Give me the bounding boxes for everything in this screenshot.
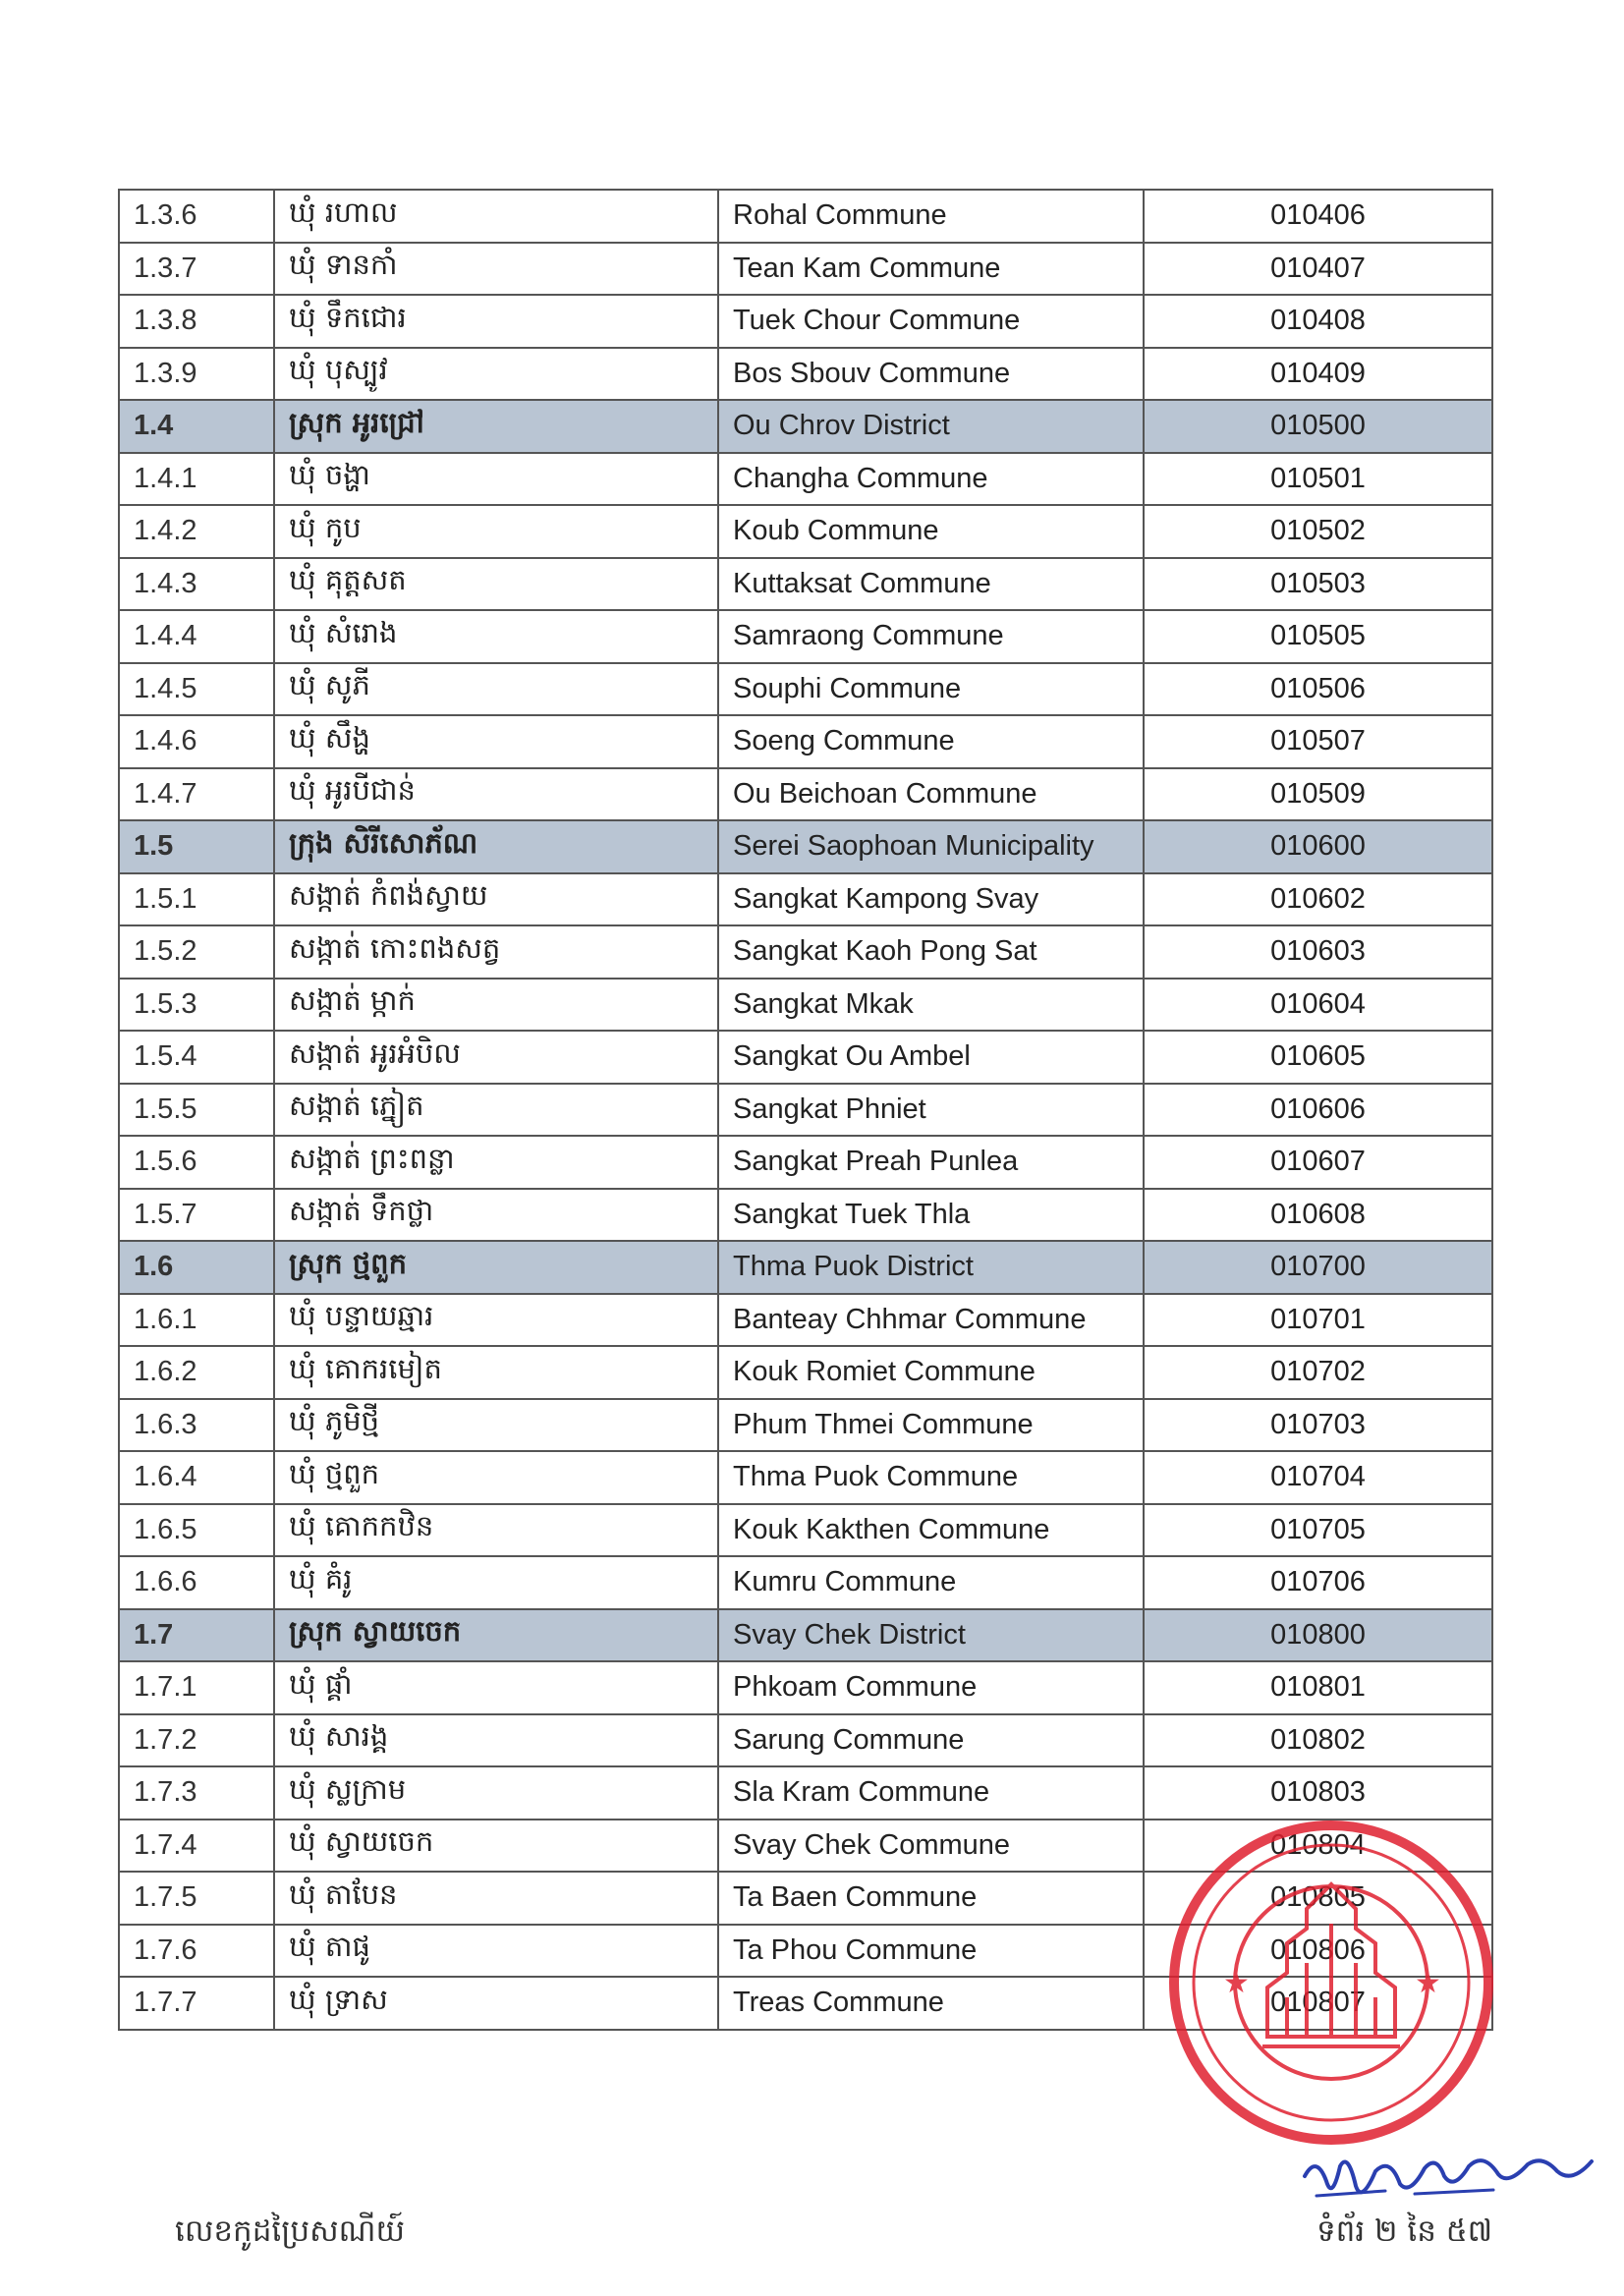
postal-code: 010607 <box>1144 1136 1492 1189</box>
english-name: Svay Chek Commune <box>718 1820 1144 1873</box>
postal-code: 010407 <box>1144 243 1492 296</box>
table-body <box>119 190 1492 2030</box>
khmer-name: ឃុំ ថ្មពួក <box>274 1451 718 1504</box>
table-row <box>119 505 1492 558</box>
khmer-name: ឃុំ បុស្បូវ <box>274 348 718 401</box>
table-row <box>119 1399 1492 1452</box>
table-row <box>119 873 1492 926</box>
table-row <box>119 610 1492 663</box>
table-row <box>119 243 1492 296</box>
table-row <box>119 768 1492 821</box>
row-number: 1.6.4 <box>119 1451 274 1504</box>
english-name: Sangkat Ou Ambel <box>718 1031 1144 1084</box>
postal-code: 010801 <box>1144 1661 1492 1714</box>
english-name: Serei Saophoan Municipality <box>718 820 1144 873</box>
row-number: 1.4.4 <box>119 610 274 663</box>
row-number: 1.5 <box>119 820 274 873</box>
khmer-name: ឃុំ ទ្រាស <box>274 1977 718 2030</box>
row-number: 1.5.3 <box>119 979 274 1032</box>
table-row <box>119 1084 1492 1137</box>
table-row <box>119 1504 1492 1557</box>
row-number: 1.7.6 <box>119 1925 274 1978</box>
khmer-name: ឃុំ ទឹកជោរ <box>274 295 718 348</box>
table-row <box>119 1766 1492 1820</box>
row-number: 1.6 <box>119 1241 274 1294</box>
khmer-name: ឃុំ សារង្គ <box>274 1714 718 1767</box>
table-row <box>119 1714 1492 1767</box>
postal-code: 010705 <box>1144 1504 1492 1557</box>
postal-code: 010701 <box>1144 1294 1492 1347</box>
row-number: 1.4.7 <box>119 768 274 821</box>
english-name: Treas Commune <box>718 1977 1144 2030</box>
english-name: Kouk Romiet Commune <box>718 1346 1144 1399</box>
postal-code: 010604 <box>1144 979 1492 1032</box>
khmer-name: ឃុំ ផ្គាំ <box>274 1661 718 1714</box>
postal-code: 010506 <box>1144 663 1492 716</box>
english-name: Sangkat Phniet <box>718 1084 1144 1137</box>
khmer-name: ក្រុង សិរីសោភ័ណ <box>274 820 718 873</box>
postal-code: 010507 <box>1144 715 1492 768</box>
postal-code: 010802 <box>1144 1714 1492 1767</box>
postal-code: 010602 <box>1144 873 1492 926</box>
english-name: Kumru Commune <box>718 1556 1144 1609</box>
english-name: Changha Commune <box>718 453 1144 506</box>
row-number: 1.4.3 <box>119 558 274 611</box>
postal-code-table <box>118 189 1493 2031</box>
khmer-name: ស្រុក ថ្មពួក <box>274 1241 718 1294</box>
row-number: 1.6.1 <box>119 1294 274 1347</box>
postal-code: 010509 <box>1144 768 1492 821</box>
postal-code: 010804 <box>1144 1820 1492 1873</box>
table-row <box>119 295 1492 348</box>
table-row <box>119 1451 1492 1504</box>
english-name: Thma Puok District <box>718 1241 1144 1294</box>
postal-code: 010500 <box>1144 400 1492 453</box>
table-row <box>119 1346 1492 1399</box>
row-number: 1.5.5 <box>119 1084 274 1137</box>
english-name: Bos Sbouv Commune <box>718 348 1144 401</box>
postal-code: 010606 <box>1144 1084 1492 1137</box>
english-name: Kouk Kakthen Commune <box>718 1504 1144 1557</box>
table-row <box>119 348 1492 401</box>
english-name: Tean Kam Commune <box>718 243 1144 296</box>
table-row <box>119 1031 1492 1084</box>
khmer-name: ឃុំ គំរូ <box>274 1556 718 1609</box>
khmer-name: សង្កាត់ ម្កាក់ <box>274 979 718 1032</box>
table-row <box>119 979 1492 1032</box>
english-name: Sangkat Preah Punlea <box>718 1136 1144 1189</box>
district-row <box>119 820 1492 873</box>
signature-icon <box>1297 2147 1601 2215</box>
khmer-name: ឃុំ គុត្តសត <box>274 558 718 611</box>
postal-code: 010501 <box>1144 453 1492 506</box>
khmer-name: ឃុំ សឹង្ហ <box>274 715 718 768</box>
khmer-name: ឃុំ ស្វាយចេក <box>274 1820 718 1873</box>
postal-code: 010605 <box>1144 1031 1492 1084</box>
district-row <box>119 400 1492 453</box>
row-number: 1.7.1 <box>119 1661 274 1714</box>
english-name: Sangkat Mkak <box>718 979 1144 1032</box>
district-row <box>119 1609 1492 1662</box>
english-name: Sangkat Kaoh Pong Sat <box>718 925 1144 979</box>
english-name: Ta Baen Commune <box>718 1872 1144 1925</box>
postal-code: 010800 <box>1144 1609 1492 1662</box>
table-row <box>119 925 1492 979</box>
english-name: Thma Puok Commune <box>718 1451 1144 1504</box>
postal-code: 010505 <box>1144 610 1492 663</box>
row-number: 1.5.1 <box>119 873 274 926</box>
row-number: 1.7 <box>119 1609 274 1662</box>
english-name: Kuttaksat Commune <box>718 558 1144 611</box>
row-number: 1.3.8 <box>119 295 274 348</box>
row-number: 1.4.5 <box>119 663 274 716</box>
row-number: 1.5.4 <box>119 1031 274 1084</box>
row-number: 1.7.7 <box>119 1977 274 2030</box>
postal-code: 010805 <box>1144 1872 1492 1925</box>
table-row <box>119 715 1492 768</box>
english-name: Soeng Commune <box>718 715 1144 768</box>
row-number: 1.5.2 <box>119 925 274 979</box>
khmer-name: ស្រុក ស្វាយចេក <box>274 1609 718 1662</box>
khmer-name: ឃុំ ស្លក្រាម <box>274 1766 718 1820</box>
row-number: 1.6.5 <box>119 1504 274 1557</box>
postal-code: 010807 <box>1144 1977 1492 2030</box>
english-name: Tuek Chour Commune <box>718 295 1144 348</box>
khmer-name: សង្កាត់ ព្រះពន្លា <box>274 1136 718 1189</box>
khmer-name: ឃុំ រហាល <box>274 190 718 243</box>
postal-code: 010700 <box>1144 1241 1492 1294</box>
row-number: 1.6.6 <box>119 1556 274 1609</box>
row-number: 1.7.5 <box>119 1872 274 1925</box>
official-seal-icon <box>1164 1816 1498 2150</box>
english-name: Rohal Commune <box>718 190 1144 243</box>
khmer-name: ឃុំ គោកកឋិន <box>274 1504 718 1557</box>
svg-text:★: ★ <box>1223 1966 1250 2000</box>
row-number: 1.4.6 <box>119 715 274 768</box>
khmer-name: ឃុំ ទានកាំ <box>274 243 718 296</box>
postal-code: 010608 <box>1144 1189 1492 1242</box>
english-name: Svay Chek District <box>718 1609 1144 1662</box>
table-row <box>119 1556 1492 1609</box>
english-name: Sarung Commune <box>718 1714 1144 1767</box>
postal-code: 010406 <box>1144 190 1492 243</box>
english-name: Ta Phou Commune <box>718 1925 1144 1978</box>
footer-title: លេខកូដប្រៃសណីយ៍ <box>175 2213 406 2249</box>
postal-code: 010702 <box>1144 1346 1492 1399</box>
row-number: 1.4.2 <box>119 505 274 558</box>
english-name: Banteay Chhmar Commune <box>718 1294 1144 1347</box>
khmer-name: សង្កាត់ ទឹកថ្លា <box>274 1189 718 1242</box>
postal-code: 010803 <box>1144 1766 1492 1820</box>
row-number: 1.5.7 <box>119 1189 274 1242</box>
khmer-name: ឃុំ អូរបីជាន់ <box>274 768 718 821</box>
english-name: Koub Commune <box>718 505 1144 558</box>
postal-code: 010704 <box>1144 1451 1492 1504</box>
english-name: Phum Thmei Commune <box>718 1399 1144 1452</box>
row-number: 1.7.2 <box>119 1714 274 1767</box>
postal-code: 010706 <box>1144 1556 1492 1609</box>
english-name: Samraong Commune <box>718 610 1144 663</box>
khmer-name: សង្កាត់ កោះពងសត្វ <box>274 925 718 979</box>
row-number: 1.7.3 <box>119 1766 274 1820</box>
khmer-name: ឃុំ ចង្ហា <box>274 453 718 506</box>
row-number: 1.4.1 <box>119 453 274 506</box>
table-row <box>119 1189 1492 1242</box>
postal-code: 010603 <box>1144 925 1492 979</box>
table-row <box>119 190 1492 243</box>
district-row <box>119 1241 1492 1294</box>
row-number: 1.6.2 <box>119 1346 274 1399</box>
english-name: Sla Kram Commune <box>718 1766 1144 1820</box>
table-row <box>119 1661 1492 1714</box>
table-row <box>119 453 1492 506</box>
row-number: 1.6.3 <box>119 1399 274 1452</box>
english-name: Sangkat Tuek Thla <box>718 1189 1144 1242</box>
postal-code: 010409 <box>1144 348 1492 401</box>
table-row <box>119 663 1492 716</box>
english-name: Phkoam Commune <box>718 1661 1144 1714</box>
svg-text:★: ★ <box>1415 1966 1441 2000</box>
khmer-name: ស្រុក អូរជ្រៅ <box>274 400 718 453</box>
khmer-name: ឃុំ តាបែន <box>274 1872 718 1925</box>
row-number: 1.5.6 <box>119 1136 274 1189</box>
english-name: Ou Chrov District <box>718 400 1144 453</box>
khmer-name: សង្កាត់ ភ្នៀត <box>274 1084 718 1137</box>
table-row <box>119 1294 1492 1347</box>
row-number: 1.3.7 <box>119 243 274 296</box>
english-name: Sangkat Kampong Svay <box>718 873 1144 926</box>
khmer-name: ឃុំ បន្ទាយឆ្មារ <box>274 1294 718 1347</box>
khmer-name: ឃុំ សូភី <box>274 663 718 716</box>
postal-code: 010806 <box>1144 1925 1492 1978</box>
english-name: Souphi Commune <box>718 663 1144 716</box>
row-number: 1.7.4 <box>119 1820 274 1873</box>
table-row <box>119 558 1492 611</box>
khmer-name: សង្កាត់ កំពង់ស្វាយ <box>274 873 718 926</box>
english-name: Ou Beichoan Commune <box>718 768 1144 821</box>
postal-code: 010408 <box>1144 295 1492 348</box>
khmer-name: ឃុំ តាផូ <box>274 1925 718 1978</box>
row-number: 1.4 <box>119 400 274 453</box>
postal-code: 010502 <box>1144 505 1492 558</box>
row-number: 1.3.6 <box>119 190 274 243</box>
khmer-name: ឃុំ កូប <box>274 505 718 558</box>
postal-code: 010503 <box>1144 558 1492 611</box>
khmer-name: ឃុំ គោករមៀត <box>274 1346 718 1399</box>
khmer-name: ឃុំ សំរោង <box>274 610 718 663</box>
postal-code: 010600 <box>1144 820 1492 873</box>
page-number: ទំព័រ ២ នៃ ៥៧ <box>1316 2213 1493 2249</box>
khmer-name: ឃុំ ភូមិថ្មី <box>274 1399 718 1452</box>
postal-code: 010703 <box>1144 1399 1492 1452</box>
row-number: 1.3.9 <box>119 348 274 401</box>
table-row <box>119 1136 1492 1189</box>
khmer-name: សង្កាត់ អូរអំបិល <box>274 1031 718 1084</box>
